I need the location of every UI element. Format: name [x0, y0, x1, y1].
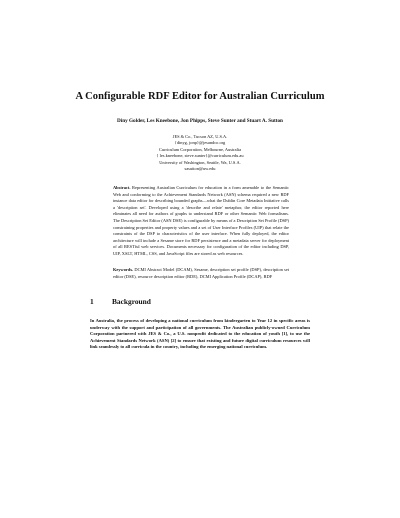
section-number: 1	[90, 297, 94, 306]
keywords	[113, 267, 289, 280]
section-title: Background	[112, 297, 151, 306]
abstract-text: Representing Australian Curriculum for education in a form amenable to the Semantic Web and conforming to the Achievement Standards Network (ASN) schema required a new RDF instance data editor for describing bounded graphs—what the Dublin Core Metadata Initiative calls a 'description set'. Developed using a 'describe and relate' metaphor, the editor reported here eliminates all need for authors of graphs to understand RDF or other Semantic Web formalisms. The Description Set Editor (ASN DSE) is configurable by means of a Description Set Profile (DSP) constraining properties and property values and a set of User Interface Profiles (UIP) that relate the constraints of the DSP to characteristics of the user interface. When fully deployed, the editor architecture will include a Sesame store for RDF persistence and a metadata server for deployment of all RESTful web services. Documents necessary for configuration of the editor including DSP, UIP, XSLT, HTML, CSS, and JavaScript files are stored as web resources.	[113, 185, 289, 256]
paper-title: A Configurable RDF Editor for Australian Curriculum	[75, 91, 325, 102]
abstract	[113, 185, 289, 258]
affiliation-email: sasutton@uw.edu	[184, 166, 216, 172]
affiliation-email: {dinyg, jonp}@jesandco.org	[174, 140, 226, 146]
affiliations	[0, 134, 400, 172]
affiliation-line: JES & Co., Tucson AZ, U.S.A.	[172, 134, 228, 139]
affiliation-line: Curriculum Corporation, Melbourne, Australia	[158, 146, 242, 152]
affiliation-line: University of Washington, Seattle, Wa, U.S.A.	[159, 159, 241, 165]
keywords-text: DCMI Abstract Model (DCAM), Sesame, description set profile (DSP), description set editor (DSE), resource description editor (RDE), DCMI Application Profile (DCAP), RDF	[113, 267, 289, 279]
keywords-label: Keywords.	[113, 267, 134, 272]
affiliation-email: { les.kneebone, steve.sunter}@curriculum.edu.au	[156, 153, 244, 159]
section-heading	[90, 297, 151, 306]
abstract-label: Abstract.	[113, 185, 131, 190]
section-body: In Australia, the process of developing a national curriculum from kindergarten to Year 12 in specific areas is underway with the support and participation of all governments. The Australian publicly-owned Curriculum Corporation partnered with JES & Co., a U.S. nonprofit dedicated to the education of youth [1], to use the Achievement Standards Network (ASN) [2] to ensure that existing and future digital curriculum resources will link seamlessly to all curricula in the country, including the emerging national curriculum.	[90, 318, 310, 349]
author-list: Diny Golder, Les Kneebone, Jon Phipps, Steve Sunter and Stuart A. Sutton	[117, 118, 283, 124]
